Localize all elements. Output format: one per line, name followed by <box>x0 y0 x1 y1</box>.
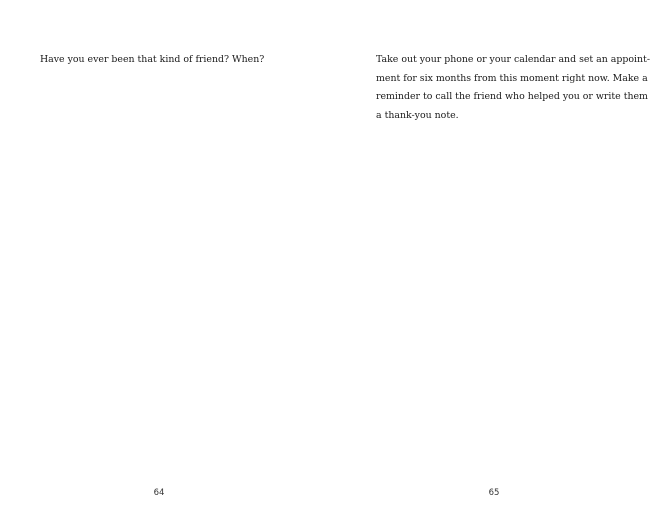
page-number-right: 65 <box>488 488 500 498</box>
right-page-text <box>376 51 650 125</box>
page-number-left: 64 <box>153 488 165 498</box>
right-page <box>326 0 653 522</box>
text-line: a thank-you note. <box>376 109 459 121</box>
left-page <box>0 0 326 522</box>
text-line: ment for six months from this moment right now. Make a <box>376 72 648 84</box>
text-line: Take out your phone or your calendar and set an appoint- <box>376 54 650 65</box>
left-page-text <box>40 51 300 70</box>
text-line: reminder to call the friend who helped you or write them <box>376 91 648 102</box>
text-line: Have you ever been that kind of friend? When? <box>40 54 265 65</box>
